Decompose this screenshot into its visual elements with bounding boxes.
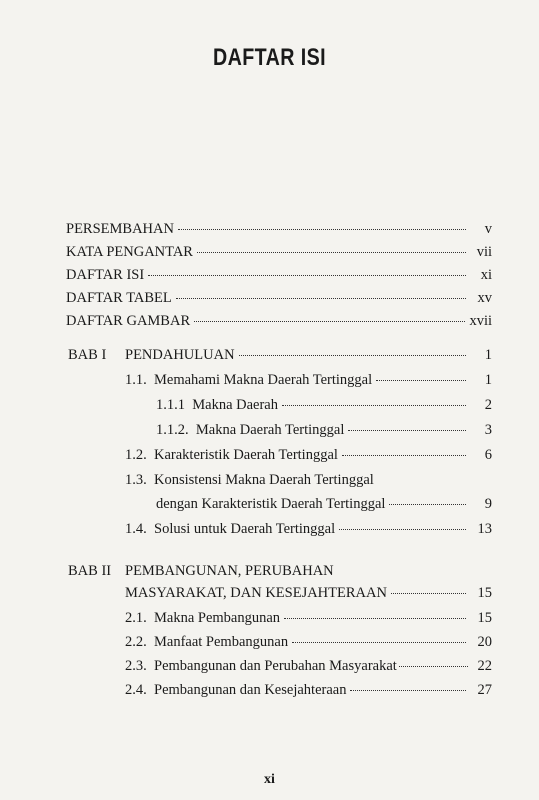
toc-entry-page: xi	[480, 267, 492, 283]
toc-entry-page: 13	[477, 521, 492, 537]
toc-entry-page: 1	[484, 372, 492, 388]
section-label: Manfaat Pembangunan	[154, 634, 289, 650]
chapter-code: BAB I	[68, 347, 107, 363]
dot-leader	[178, 229, 466, 230]
dot-leader	[389, 504, 466, 505]
toc-entry-daftar-isi[interactable]	[66, 267, 492, 284]
dot-leader	[239, 355, 466, 356]
page-title: DAFTAR ISI	[212, 44, 327, 71]
toc-entry-page: 3	[484, 422, 492, 438]
toc-entry-page: xv	[477, 290, 492, 306]
section-entry-1-3-line2[interactable]	[156, 496, 492, 513]
section-entry-1-1-2[interactable]	[156, 422, 492, 439]
dot-leader	[194, 321, 465, 322]
dot-leader	[197, 252, 466, 253]
section-entry-1-1[interactable]	[125, 372, 492, 389]
toc-entry-page: 9	[484, 496, 492, 512]
toc-entry-kata-pengantar[interactable]	[66, 244, 492, 261]
section-number: 1.1.2.	[156, 422, 189, 438]
section-label: Pembangunan dan Kesejahteraan	[154, 682, 347, 698]
section-entry-2-4[interactable]	[125, 682, 492, 699]
dot-leader	[292, 642, 466, 643]
chapter-title-line1: PEMBANGUNAN, PERUBAHAN	[125, 563, 334, 579]
section-entry-1-3-line1[interactable]	[125, 472, 374, 489]
section-label: Makna Daerah	[192, 397, 278, 413]
section-label: Makna Daerah Tertinggal	[195, 422, 345, 438]
section-entry-1-2[interactable]	[125, 447, 492, 464]
dot-leader	[148, 275, 466, 276]
section-number: 1.4.	[125, 521, 147, 537]
dot-leader	[376, 380, 466, 381]
toc-entry-page: 1	[484, 347, 492, 363]
section-label-continued: dengan Karakteristik Daerah Tertinggal	[156, 496, 386, 512]
toc-entry-daftar-tabel[interactable]	[66, 290, 492, 307]
dot-leader	[350, 690, 466, 691]
dot-leader	[176, 298, 466, 299]
section-number: 2.4.	[125, 682, 147, 698]
toc-entry-page: 22	[477, 658, 492, 674]
dot-leader	[342, 455, 466, 456]
section-number: 1.3.	[125, 472, 147, 488]
section-label: Solusi untuk Daerah Tertinggal	[154, 521, 336, 537]
section-number: 1.2.	[125, 447, 147, 463]
toc-entry-label: PERSEMBAHAN	[66, 221, 174, 237]
section-label: Konsistensi Makna Daerah Tertinggal	[154, 472, 374, 488]
dot-leader	[339, 529, 466, 530]
dot-leader	[399, 666, 468, 667]
section-entry-1-4[interactable]	[125, 521, 492, 538]
toc-entry-page: 20	[477, 634, 492, 650]
dot-leader	[348, 430, 466, 431]
section-entry-2-2[interactable]	[125, 634, 492, 651]
chapter-title: PENDAHULUAN	[125, 347, 235, 363]
toc-entry-page: v	[484, 221, 492, 237]
toc-entry-page: xvii	[469, 313, 492, 329]
toc-entry-label: DAFTAR GAMBAR	[66, 313, 191, 329]
toc-entry-page: vii	[476, 244, 492, 260]
chapter-entry-bab1[interactable]	[125, 347, 492, 364]
toc-entry-label: DAFTAR ISI	[66, 267, 145, 283]
dot-leader	[284, 618, 466, 619]
section-label: Pembangunan dan Perubahan Masyarakat	[154, 658, 397, 674]
toc-entry-label: DAFTAR TABEL	[66, 290, 172, 306]
chapter-entry-bab2[interactable]	[125, 585, 492, 602]
section-entry-2-3[interactable]	[125, 658, 492, 675]
toc-entry-page: 15	[477, 610, 492, 626]
section-entry-1-1-1[interactable]	[156, 397, 492, 414]
dot-leader	[391, 593, 466, 594]
section-number: 1.1.1	[156, 397, 185, 413]
section-label: Makna Pembangunan	[154, 610, 281, 626]
section-number: 2.2.	[125, 634, 147, 650]
section-label: Karakteristik Daerah Tertinggal	[154, 447, 338, 463]
section-entry-2-1[interactable]	[125, 610, 492, 627]
toc-entry-label: KATA PENGANTAR	[66, 244, 193, 260]
section-number: 2.3.	[125, 658, 147, 674]
toc-entry-page: 15	[477, 585, 492, 601]
page-number: xi	[264, 772, 275, 787]
toc-entry-page: 2	[484, 397, 492, 413]
section-number: 1.1.	[125, 372, 147, 388]
toc-entry-page: 27	[477, 682, 492, 698]
chapter-code: BAB II	[68, 563, 112, 579]
section-label: Memahami Makna Daerah Tertinggal	[154, 372, 373, 388]
dot-leader	[282, 405, 466, 406]
toc-entry-daftar-gambar[interactable]	[66, 313, 492, 330]
toc-entry-page: 6	[484, 447, 492, 463]
chapter-title-line2: MASYARAKAT, DAN KESEJAHTERAAN	[125, 585, 387, 601]
section-number: 2.1.	[125, 610, 147, 626]
toc-entry-persembahan[interactable]	[66, 221, 492, 238]
